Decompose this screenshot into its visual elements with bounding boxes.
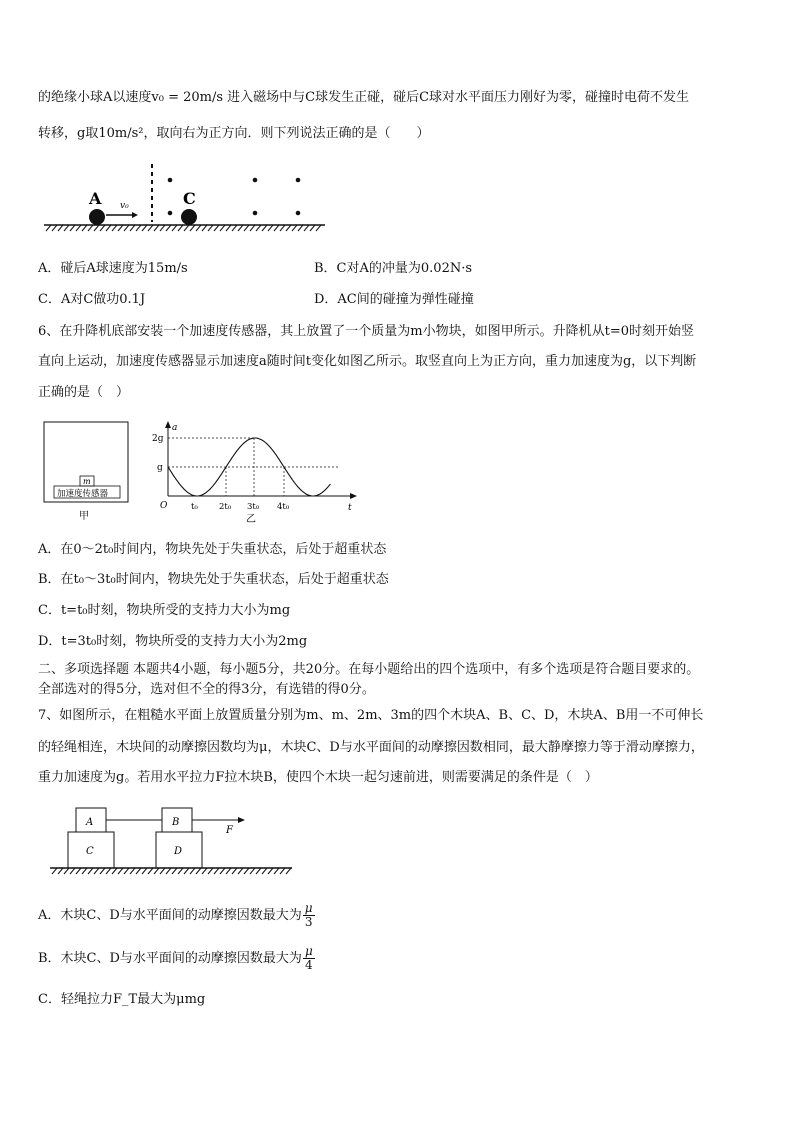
block-a-label: A	[86, 817, 94, 828]
q5-option-b: B．C对A的冲量为0.02N·s	[314, 261, 473, 276]
ground-hatching-q7	[52, 868, 291, 874]
origin-label: O	[160, 501, 168, 511]
q7-line1: 7、如图所示，在粗糙水平面上放置质量分别为m、m、2m、3m的四个木块A、B、C、D，木块A、B用一不可伸长	[38, 708, 704, 723]
block-label: m	[83, 477, 91, 486]
q6-option-d: D．t=3t₀时刻，物块所受的支持力大小为2mg	[38, 634, 308, 649]
force-label: F	[226, 825, 233, 836]
q5-option-d: D．AC间的碰撞为弹性碰撞	[314, 292, 474, 307]
block-d-label: D	[174, 846, 183, 857]
q6-option-c: C．t=t₀时刻，物块所受的支持力大小为mg	[38, 603, 291, 618]
section2-line1: 二、多项选择题 本题共4小题，每小题5分，共20分。在每小题给出的四个选项中，有多个选项是符合题目要求的。	[38, 662, 700, 677]
ball-c	[181, 209, 197, 225]
left-caption: 甲	[79, 511, 89, 522]
q6-option-a: A．在0～2t₀时间内，物块先处于失重状态，后处于超重状态	[38, 542, 387, 557]
velocity-label: v₀	[120, 201, 129, 211]
block-b-label: B	[172, 817, 180, 828]
q6-line1: 6、在升降机底部安装一个加速度传感器，其上放置了一个质量为m小物块，如图甲所示。升降机从t=0时刻开始竖	[38, 324, 694, 339]
q5-option-c: C．A对C做功0.1J	[38, 292, 146, 307]
y-tick-g: g	[157, 463, 163, 473]
acceleration-graph	[152, 421, 357, 513]
x-axis-label: t	[348, 503, 352, 513]
q7-option-c: C．轻绳拉力F_T最大为μmg	[38, 992, 206, 1007]
ground-hatching	[46, 225, 321, 231]
x-tick-t0: t₀	[191, 502, 198, 512]
q7-line3: 重力加速度为g。若用水平拉力F拉木块B，使四个木块一起匀速前进，则需要满足的条件是（ ）	[38, 770, 598, 785]
y-axis-label: a	[172, 423, 178, 433]
fraction-denominator: 3	[304, 915, 313, 929]
q5-intro-line2: 转移，g取10m/s²，取向右为正方向．则下列说法正确的是（ ）	[38, 126, 430, 141]
fraction-numerator: μ	[304, 901, 313, 915]
fraction-mu-over-4	[303, 945, 315, 972]
ball-c-label: C	[183, 189, 196, 208]
x-tick-2t0: 2t₀	[219, 502, 232, 512]
section2-line2: 全部选对的得5分，选对但不全的得3分，有选错的得0分。	[38, 682, 375, 697]
q5-intro-line1: 的绝缘小球A以速度v₀ = 20m/s 进入磁场中与C球发生正碰，碰后C球对水平面压力刚好为零，碰撞时电荷不发生	[38, 90, 690, 105]
fraction-mu-over-3	[303, 902, 315, 929]
q7-blocks-figure	[46, 800, 296, 884]
ball-a-label: A	[89, 189, 102, 208]
y-tick-2g: 2g	[152, 434, 164, 444]
q7-option-a-text: A．木块C、D与水平面间的动摩擦因数最大为	[38, 908, 302, 923]
fraction-denominator: 4	[305, 958, 313, 972]
q6-figure	[40, 418, 360, 526]
q5-collision-figure	[40, 160, 330, 236]
q6-line2: 直向上运动，加速度传感器显示加速度a随时间t变化如图乙所示。取竖直向上为正方向，重力加速度为g，以下判断	[38, 354, 697, 369]
x-tick-3t0: 3t₀	[247, 502, 260, 512]
ball-a	[89, 209, 105, 225]
q6-option-b: B．在t₀～3t₀时间内，物块先处于失重状态，后处于超重状态	[38, 572, 389, 587]
q5-option-a: A．碰后A球速度为15m/s	[38, 261, 188, 276]
q7-option-a	[38, 902, 315, 929]
right-caption: 乙	[246, 514, 256, 525]
q7-option-b	[38, 945, 315, 972]
fraction-numerator: μ	[304, 944, 313, 958]
sensor-label: 加速度传感器	[57, 489, 109, 499]
block-c-label: C	[86, 846, 94, 857]
q6-line3: 正确的是（ ）	[38, 385, 130, 400]
q7-line2: 的轻绳相连，木块间的动摩擦因数均为μ，木块C、D与水平面间的动摩擦因数相同，最大静摩擦力等于滑动摩擦力，	[38, 740, 704, 755]
q7-option-b-text: B．木块C、D与水平面间的动摩擦因数最大为	[38, 951, 302, 966]
x-tick-4t0: 4t₀	[277, 502, 290, 512]
